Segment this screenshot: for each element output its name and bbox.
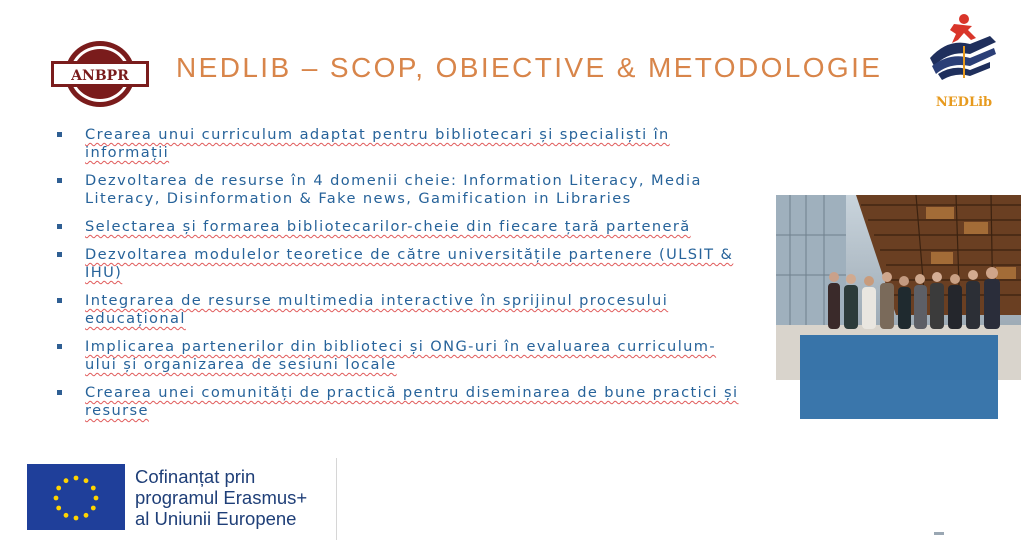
blue-overlay-box: [800, 335, 998, 419]
anbpr-logo: [51, 38, 149, 110]
list-item: Crearea unei comunități de practică pentru diseminarea de bune practici și resurse: [56, 384, 746, 420]
list-item: Integrarea de resurse multimedia interactive în sprijinul procesului educațional: [56, 292, 746, 328]
eu-line-3: al Uniunii Europene: [135, 508, 297, 529]
nedlib-logo: [924, 10, 1004, 110]
list-item: Implicarea partenerilor din biblioteci și ONG-uri în evaluarea curriculum-ului și organizarea de sesiuni locale: [56, 338, 746, 374]
bullet-square-icon: [57, 132, 62, 137]
eu-flag-icon: [27, 464, 125, 530]
eu-funding-text: [135, 466, 307, 529]
bullet-square-icon: [57, 224, 62, 229]
bullet-square-icon: [57, 252, 62, 257]
nedlib-logo-text: NEDLib: [935, 95, 993, 110]
bullet-square-icon: [57, 178, 62, 183]
list-item: Dezvoltarea de resurse în 4 domenii cheie: Information Literacy, Media Literacy, Disinformation & Fake news, Gamification in Libraries: [56, 172, 746, 208]
objectives-list: [56, 126, 746, 430]
anbpr-logo-text: ANBPR: [71, 68, 129, 84]
eu-line-2: programul Erasmus+: [135, 487, 308, 508]
page-number-mark: [934, 532, 944, 535]
list-item: Selectarea și formarea bibliotecarilor-cheie din fiecare țară parteneră: [56, 218, 746, 236]
bullet-square-icon: [57, 344, 62, 349]
eu-line-1: Cofinanțat prin: [135, 466, 256, 487]
divider: [336, 458, 337, 540]
bullet-square-icon: [57, 390, 62, 395]
list-item: Crearea unui curriculum adaptat pentru bibliotecari și specialiști în informații: [56, 126, 746, 162]
bullet-square-icon: [57, 298, 62, 303]
slide-title: NEDLIB – SCOP, OBIECTIVE & METODOLOGIE: [176, 52, 883, 83]
nedlib-emblem-icon: [924, 10, 1004, 92]
list-item: Dezvoltarea modulelor teoretice de către universitățile partenere (ULSIT & IHU): [56, 246, 746, 282]
